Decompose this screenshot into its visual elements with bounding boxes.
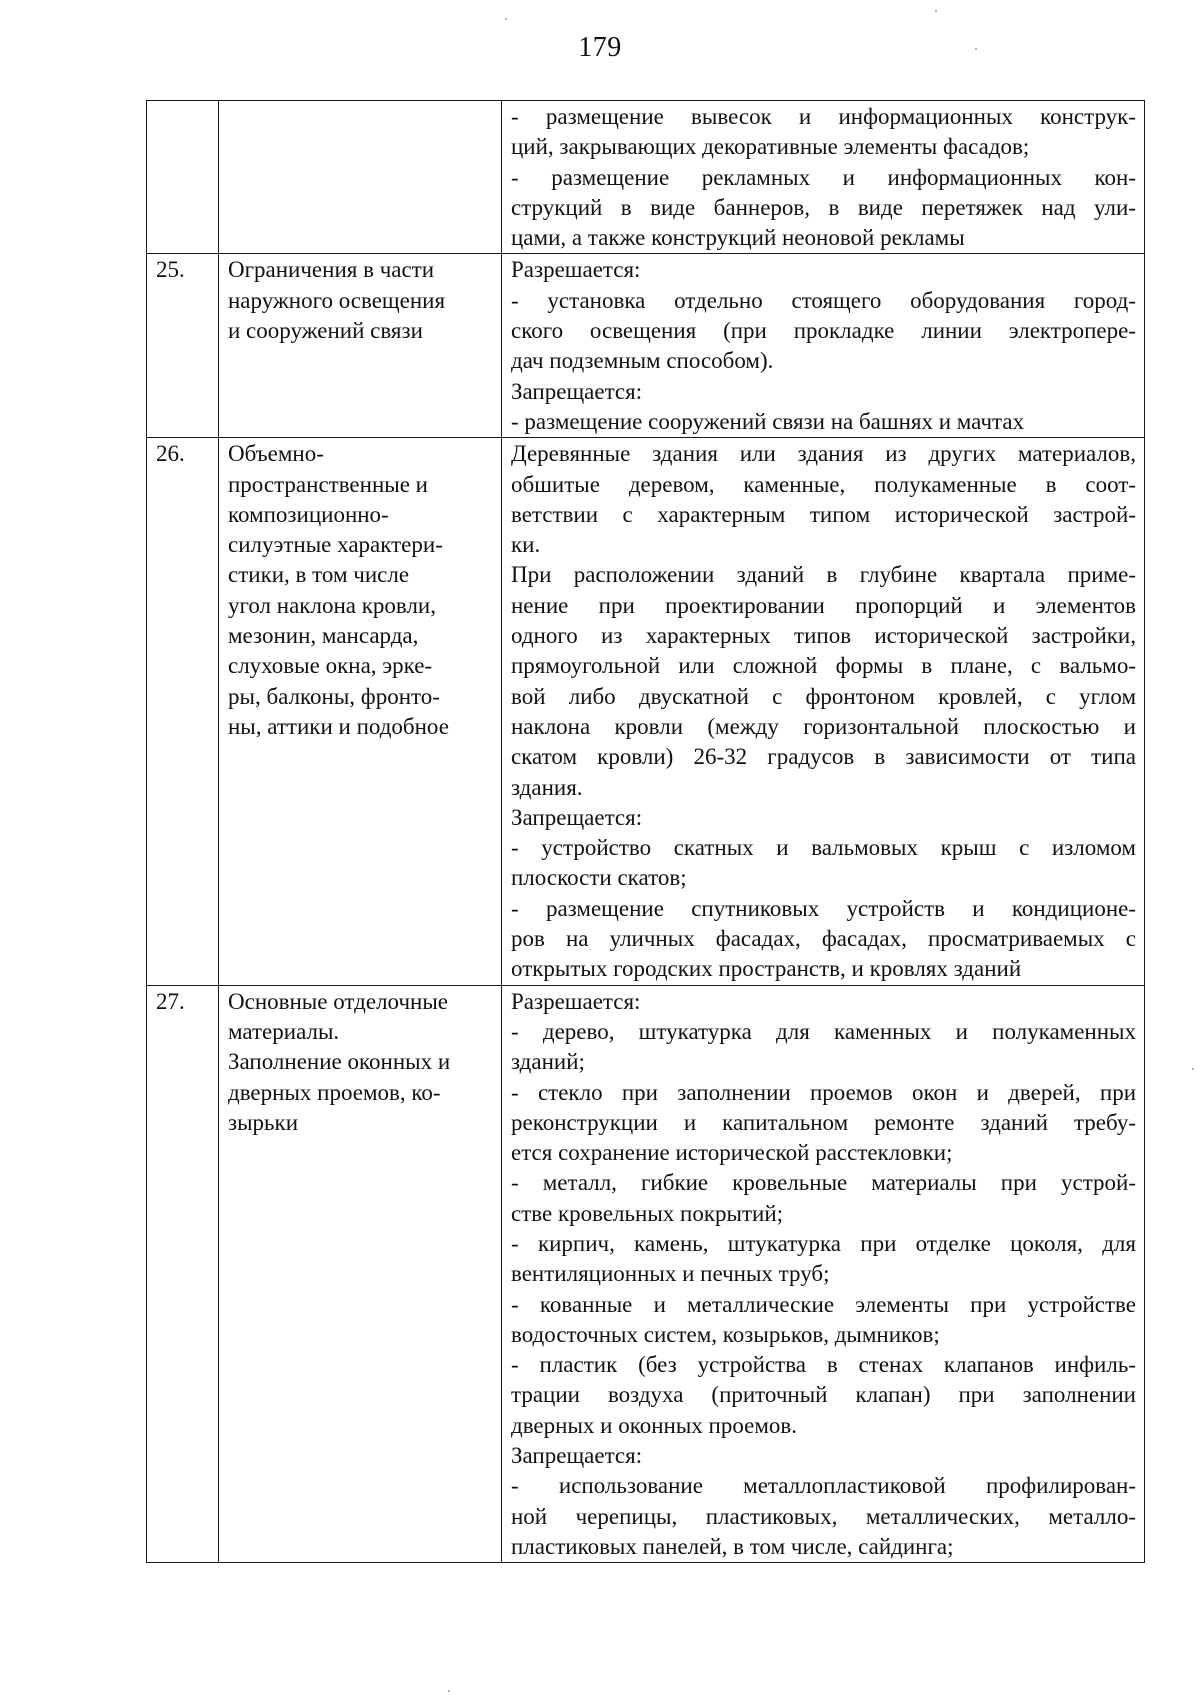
parameter-line: материалы. bbox=[228, 1018, 340, 1044]
requirement-line: здания. bbox=[511, 774, 583, 800]
row-number: 26. bbox=[147, 438, 219, 985]
requirement-line: ского освещения (при прокладке линии электропере- bbox=[511, 318, 1136, 344]
requirement-line: Запрещается: bbox=[511, 1443, 643, 1469]
parameter-line: наружного освещения bbox=[228, 287, 446, 313]
parameter-cell bbox=[219, 985, 502, 1563]
requirement-line: - металл, гибкие кровельные материалы при устрой- bbox=[511, 1170, 1136, 1196]
scan-speck bbox=[505, 18, 507, 20]
requirement-line: - кирпич, камень, штукатурка при отделке цоколя, для bbox=[511, 1230, 1136, 1256]
requirement-line: - размещение спутниковых устройств и кондиционе- bbox=[511, 895, 1136, 921]
requirement-line: струкций в виде баннеров, в виде перетяжек над ули- bbox=[511, 194, 1136, 220]
parameter-line: композиционно- bbox=[228, 501, 389, 527]
row-number bbox=[147, 101, 219, 254]
scan-speck bbox=[1192, 1068, 1194, 1070]
requirement-line: скатом кровли) 26-32 градусов в зависимости от типа bbox=[511, 744, 1136, 770]
parameter-line: Заполнение оконных и bbox=[228, 1049, 451, 1075]
parameter-line: и сооружений связи bbox=[228, 318, 423, 344]
requirement-line: - пластик (без устройства в стенах клапанов инфиль- bbox=[511, 1352, 1136, 1378]
scan-speck bbox=[975, 48, 977, 50]
requirement-cell bbox=[502, 254, 1145, 438]
parameter-line: дверных проемов, ко- bbox=[228, 1079, 441, 1105]
table-body bbox=[147, 101, 1145, 1563]
parameter-line: ны, аттики и подобное bbox=[228, 713, 449, 739]
requirement-line: - размещение сооружений связи на башнях и мачтах bbox=[511, 408, 1025, 434]
regulations-table bbox=[146, 100, 1145, 1563]
requirement-line: Запрещается: bbox=[511, 804, 643, 830]
parameter-line: мезонин, мансарда, bbox=[228, 623, 419, 649]
scan-speck bbox=[935, 10, 937, 12]
requirement-line: - кованные и металлические элементы при устройстве bbox=[511, 1291, 1136, 1317]
requirement-line: Разрешается: bbox=[511, 257, 641, 283]
parameter-cell bbox=[219, 438, 502, 985]
requirement-line: открытых городских пространств, и кровлях зданий bbox=[511, 956, 1022, 982]
page-number: 179 bbox=[578, 32, 622, 63]
requirement-line: нение при проектировании пропорций и элементов bbox=[511, 592, 1136, 618]
row-number: 25. bbox=[147, 254, 219, 438]
table-row bbox=[147, 101, 1145, 254]
requirement-line: - установка отдельно стоящего оборудования город- bbox=[511, 287, 1136, 313]
requirement-line: Разрешается: bbox=[511, 988, 641, 1014]
parameter-line: Объемно- bbox=[228, 441, 324, 467]
parameter-line: стики, в том числе bbox=[228, 562, 410, 588]
requirement-line: вой либо двускатной с фронтоном кровлей, с углом bbox=[511, 683, 1136, 709]
parameter-line: ры, балконы, фронто- bbox=[228, 683, 440, 709]
table-row bbox=[147, 438, 1145, 985]
requirement-line: стве кровельных покрытий; bbox=[511, 1200, 784, 1226]
requirement-line: пластиковых панелей, в том числе, сайдинга; bbox=[511, 1533, 954, 1559]
table-row bbox=[147, 254, 1145, 438]
requirement-line: наклона кровли (между горизонтальной плоскостью и bbox=[511, 713, 1136, 739]
parameter-line: Основные отделочные bbox=[228, 988, 448, 1014]
requirement-line: - размещение рекламных и информационных кон- bbox=[511, 164, 1136, 190]
parameter-line: силуэтные характери- bbox=[228, 532, 443, 558]
requirement-line: трации воздуха (приточный клапан) при заполнении bbox=[511, 1382, 1136, 1408]
parameter-line: пространственные и bbox=[228, 471, 428, 497]
requirement-line: - устройство скатных и вальмовых крыш с изломом bbox=[511, 835, 1136, 861]
requirement-line: дверных и оконных проемов. bbox=[511, 1412, 797, 1438]
requirement-line: цами, а также конструкций неоновой рекламы bbox=[511, 225, 965, 251]
requirement-line: одного из характерных типов исторической застройки, bbox=[511, 623, 1136, 649]
requirement-line: - стекло при заполнении проемов окон и дверей, при bbox=[511, 1079, 1136, 1105]
requirement-cell bbox=[502, 101, 1145, 254]
parameter-line: слуховые окна, эрке- bbox=[228, 653, 433, 679]
requirement-line: Деревянные здания или здания из других материалов, bbox=[511, 441, 1136, 467]
requirement-line: ки. bbox=[511, 532, 541, 558]
requirement-line: реконструкции и капитальном ремонте зданий требу- bbox=[511, 1109, 1136, 1135]
requirement-cell bbox=[502, 438, 1145, 985]
requirement-line: Запрещается: bbox=[511, 378, 643, 404]
requirement-cell bbox=[502, 985, 1145, 1563]
requirement-line: - дерево, штукатурка для каменных и полукаменных bbox=[511, 1018, 1136, 1044]
parameter-line: угол наклона кровли, bbox=[228, 592, 436, 618]
parameter-line: Ограничения в части bbox=[228, 257, 435, 283]
parameter-cell bbox=[219, 254, 502, 438]
requirement-line: зданий; bbox=[511, 1049, 585, 1075]
parameter-line: зырьки bbox=[228, 1109, 299, 1135]
requirement-line: ций, закрывающих декоративные элементы фасадов; bbox=[511, 134, 1030, 160]
table-row bbox=[147, 985, 1145, 1563]
requirement-line: ров на уличных фасадах, фасадах, просматриваемых с bbox=[511, 926, 1136, 952]
requirement-line: обшитые деревом, каменные, полукаменные в соот- bbox=[511, 471, 1136, 497]
requirement-line: вентиляционных и печных труб; bbox=[511, 1261, 830, 1287]
requirement-line: ной черепицы, пластиковых, металлических, металло- bbox=[511, 1503, 1136, 1529]
requirement-line: При расположении зданий в глубине квартала приме- bbox=[511, 562, 1136, 588]
requirement-line: водосточных систем, козырьков, дымников; bbox=[511, 1321, 940, 1347]
requirement-line: ется сохранение исторической расстекловки; bbox=[511, 1140, 953, 1166]
scan-speck bbox=[448, 1690, 450, 1692]
parameter-cell bbox=[219, 101, 502, 254]
requirement-line: прямоугольной или сложной формы в плане, с вальмо- bbox=[511, 653, 1136, 679]
requirement-line: дач подземным способом). bbox=[511, 348, 774, 374]
requirement-line: - использование металлопластиковой профилирован- bbox=[511, 1473, 1136, 1499]
row-number: 27. bbox=[147, 985, 219, 1563]
requirement-line: - размещение вывесок и информационных конструк- bbox=[511, 104, 1136, 129]
requirement-line: плоскости скатов; bbox=[511, 865, 687, 891]
requirement-line: ветствии с характерным типом исторической застрой- bbox=[511, 501, 1136, 527]
